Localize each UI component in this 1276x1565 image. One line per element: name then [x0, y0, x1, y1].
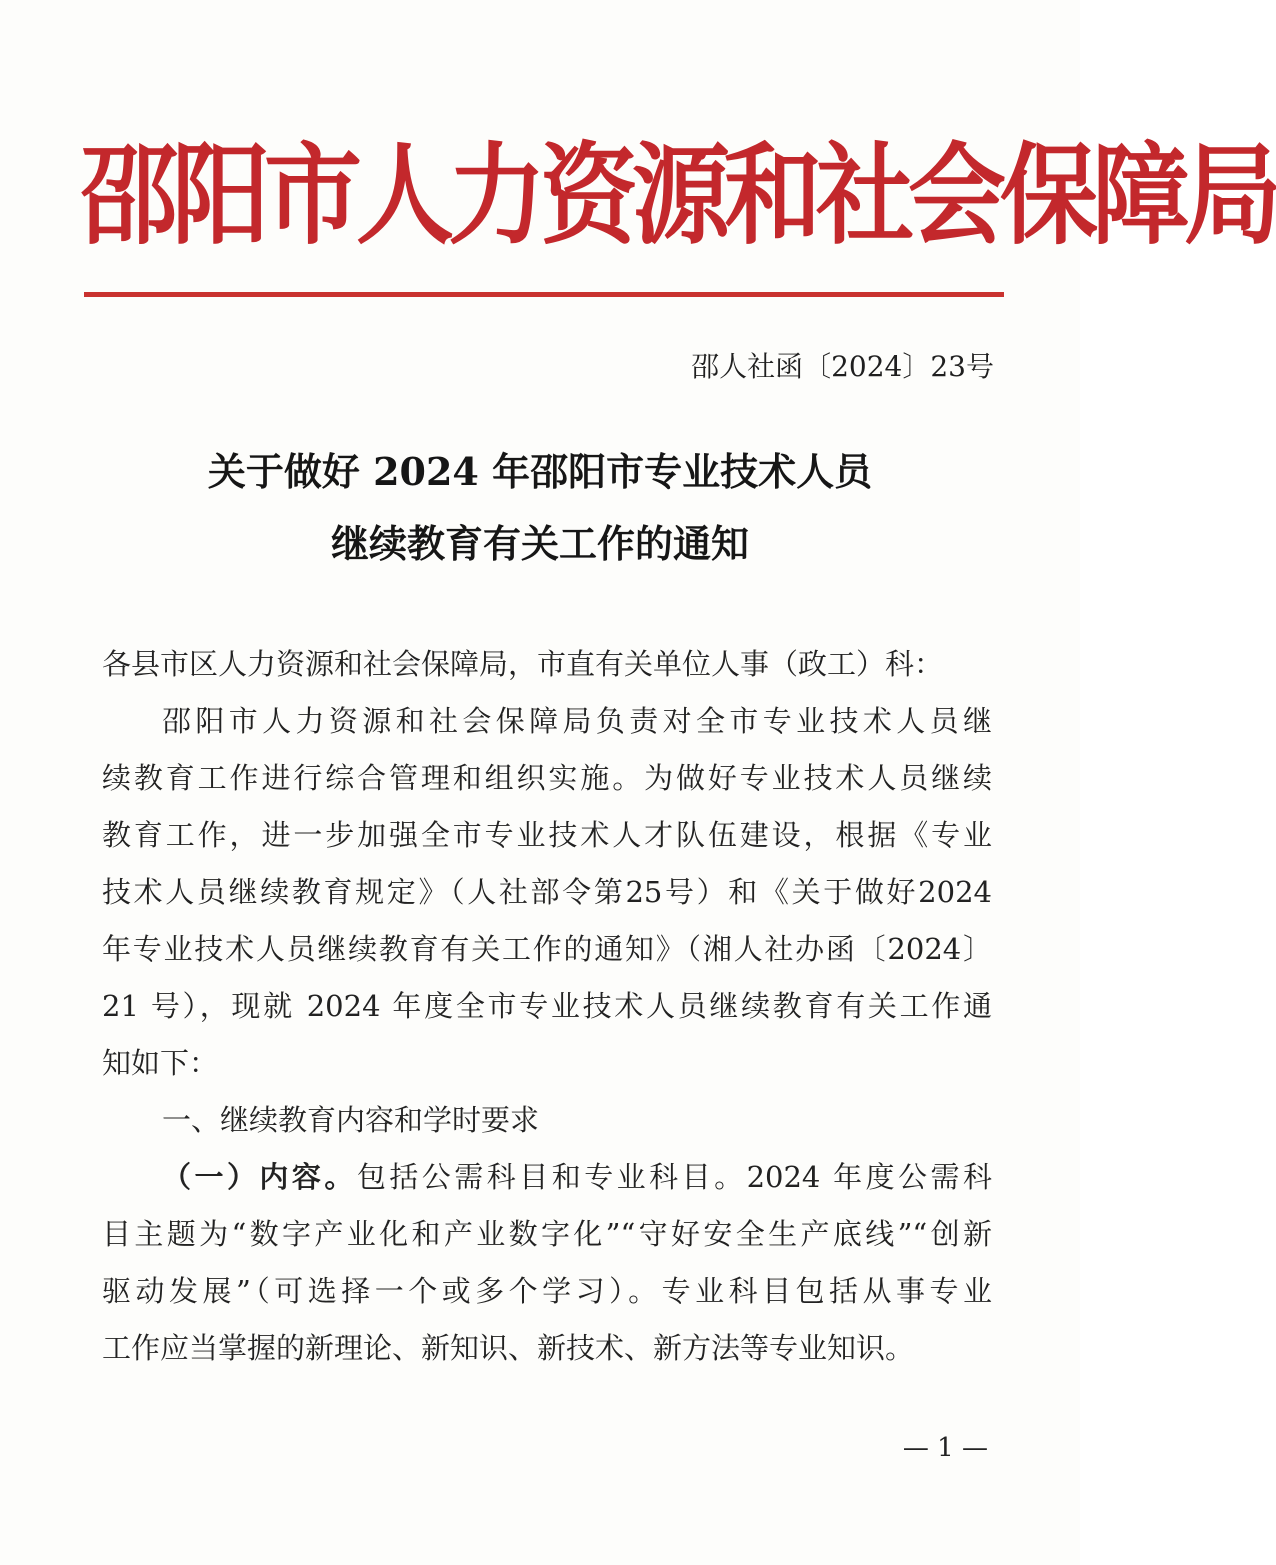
paragraph-1-line: 邵阳市人力资源和社会保障局负责对全市专业技术人员继: [162, 704, 992, 738]
paragraph-1-line: 21 号），现就 2024 年度全市专业技术人员继续教育有关工作通: [102, 989, 992, 1023]
page-number: — 1 —: [902, 1433, 988, 1463]
document-title: [60, 436, 1020, 580]
paragraph-1-line: 教育工作，进一步加强全市专业技术人才队伍建设，根据《专业: [102, 818, 992, 852]
paragraph-2-first-line-text: 包括公需科目和专业科目。2024 年度公需科: [356, 1160, 992, 1194]
letterhead-red-rule: [84, 292, 1004, 297]
title-line-1: 关于做好 2024 年邵阳市专业技术人员: [207, 449, 873, 494]
document-body: [102, 636, 992, 1377]
paragraph-2-first-line: [102, 1149, 992, 1206]
salutation: 各县市区人力资源和社会保障局，市直有关单位人事（政工）科：: [102, 647, 944, 681]
paragraph-2-line: 驱动发展”（可选择一个或多个学习）。专业科目包括从事专业: [102, 1274, 992, 1308]
paragraph-1-line: 知如下：: [102, 1046, 219, 1080]
document-number: 邵人社函〔2024〕23号: [691, 350, 994, 383]
agency-letterhead: 邵阳市人力资源和社会保障局: [80, 131, 1276, 261]
section-1-heading: 一、继续教育内容和学时要求: [162, 1103, 540, 1137]
paragraph-1-line: 技术人员继续教育规定》（人社部令第25号）和《关于做好2024: [102, 875, 992, 909]
paragraph-1-line: 年专业技术人员继续教育有关工作的通知》（湘人社办函〔2024〕: [102, 932, 992, 966]
paragraph-1-line: 续教育工作进行综合管理和组织实施。为做好专业技术人员继续: [102, 761, 992, 795]
subsection-1-label: （一）内容。: [162, 1160, 357, 1194]
paragraph-2-line: 工作应当掌握的新理论、新知识、新技术、新方法等专业知识。: [102, 1331, 915, 1365]
title-line-2: 继续教育有关工作的通知: [330, 521, 749, 566]
paragraph-2-line: 目主题为“数字产业化和产业数字化”“守好安全生产底线”“创新: [102, 1217, 992, 1251]
